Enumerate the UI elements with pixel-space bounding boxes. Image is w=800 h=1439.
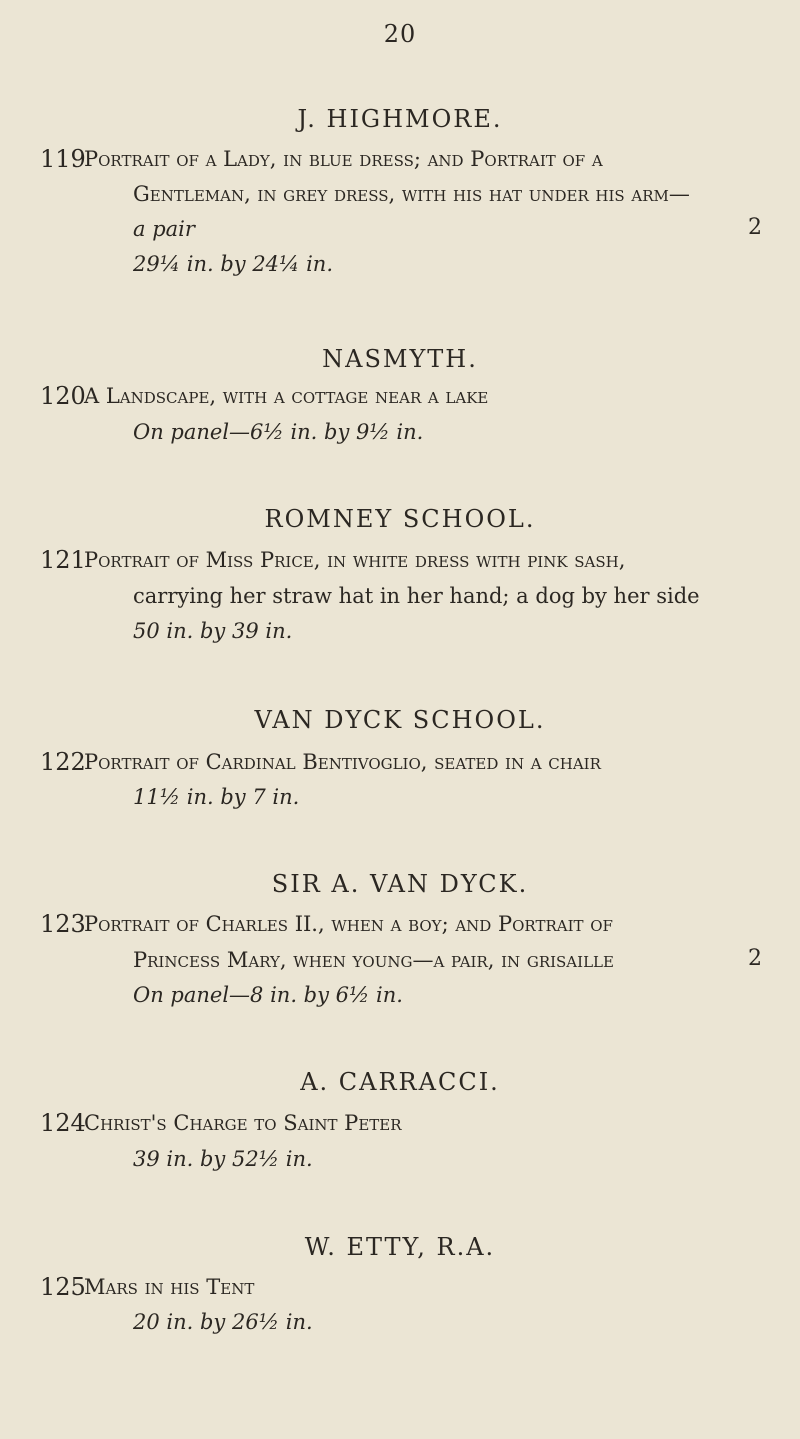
artist-heading: W. ETTY, R.A.	[304, 1233, 496, 1261]
lot-number: 123	[40, 910, 86, 938]
artist-heading: SIR A. VAN DYCK.	[271, 870, 529, 898]
entry-text-line: Gentleman, in grey dress, with his hat under his arm—	[133, 182, 690, 206]
lot-number: 122	[40, 748, 86, 776]
entry-text-line: A Landscape, with a cottage near a lake	[84, 384, 489, 408]
artist-heading: NASMYTH.	[322, 345, 478, 373]
dimensions: 39 in. by 52½ in.	[133, 1147, 313, 1171]
page-number: 20	[383, 20, 417, 48]
entry-text-line: Portrait of Cardinal Bentivoglio, seated in a chair	[84, 750, 601, 774]
entry-text-line: Portrait of Miss Price, in white dress with pink sash,	[84, 548, 626, 572]
dimensions: 20 in. by 26½ in.	[133, 1310, 313, 1334]
dimensions: 29¼ in. by 24¼ in.	[133, 252, 333, 276]
entry-text-line: Princess Mary, when young—a pair, in grisaille	[133, 948, 614, 972]
entry-text-line: carrying her straw hat in her hand; a dog by her side	[133, 584, 700, 608]
lot-number: 119	[40, 145, 86, 173]
lot-number: 120	[40, 382, 86, 410]
entry-text-line: On panel—6½ in. by 9½ in.	[133, 420, 424, 444]
artist-heading: A. CARRACCI.	[300, 1068, 500, 1096]
dimensions: 50 in. by 39 in.	[133, 619, 293, 643]
entry-text-line: Christ's Charge to Saint Peter	[84, 1111, 402, 1135]
entry-text-line: Portrait of a Lady, in blue dress; and Portrait of a	[84, 147, 603, 171]
entry-text-line: On panel—8 in. by 6½ in.	[133, 983, 403, 1007]
entry-text-line: a pair	[133, 217, 195, 241]
lot-number: 124	[40, 1109, 86, 1137]
artist-heading: ROMNEY SCHOOL.	[264, 505, 536, 533]
lot-number: 125	[40, 1273, 86, 1301]
artist-heading: VAN DYCK SCHOOL.	[254, 706, 546, 734]
artist-heading: J. HIGHMORE.	[297, 105, 503, 133]
lot-number: 121	[40, 546, 86, 574]
dimensions: 11½ in. by 7 in.	[133, 785, 300, 809]
entry-text-line: Mars in his Tent	[84, 1275, 255, 1299]
lot-quantity: 2	[748, 946, 762, 971]
lot-quantity: 2	[748, 215, 762, 240]
entry-text-line: Portrait of Charles II., when a boy; and Portrait of	[84, 912, 613, 936]
